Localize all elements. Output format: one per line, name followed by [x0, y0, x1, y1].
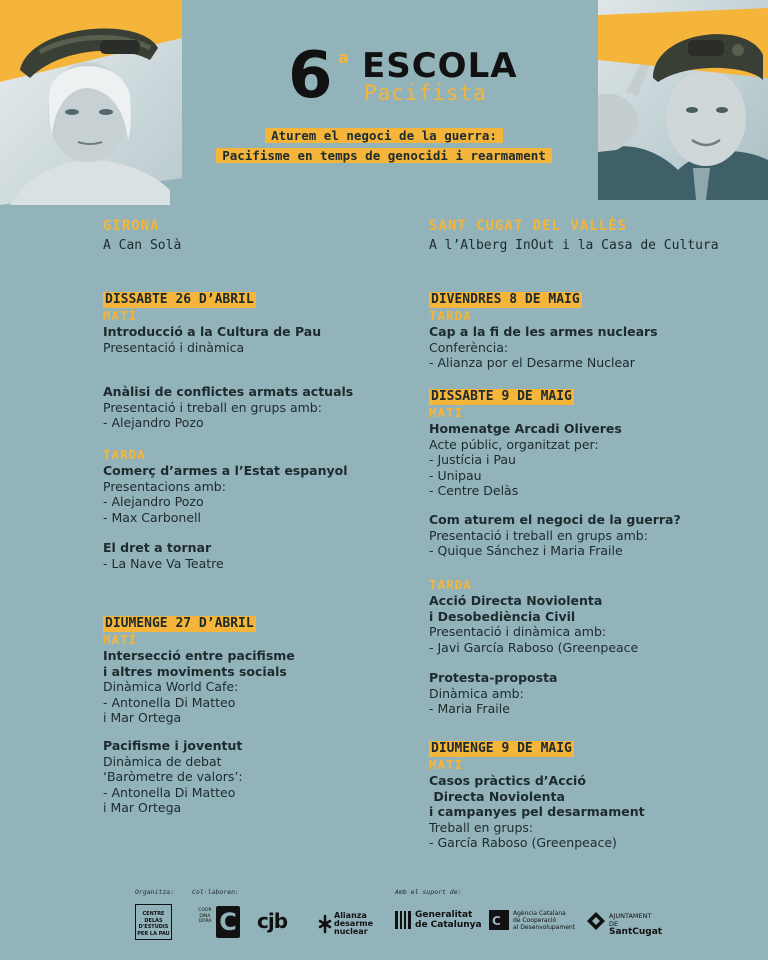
- tagline-text-2: Pacifisme en temps de genocidi i rearmament: [216, 148, 552, 163]
- activity-detail: i Mar Ortega: [103, 710, 182, 725]
- activity-detail: - La Nave Va Teatre: [103, 555, 224, 571]
- activity-detail: - Centre Delàs: [429, 483, 519, 498]
- slot-label-tarda: TARDA: [429, 577, 472, 592]
- sant-cugat-logo: [587, 912, 663, 937]
- activity-title: Anàlisi de conflictes armats actuals: [103, 384, 354, 399]
- activity-block: [103, 540, 403, 571]
- left-portrait-image: [0, 0, 182, 205]
- activity-detail: - Max Carbonell: [103, 509, 201, 525]
- activity-detail: Presentació i dinàmica amb:: [429, 624, 607, 639]
- svg-text:C: C: [492, 914, 501, 928]
- activity-detail: - Alejandro Pozo: [103, 415, 204, 430]
- city-heading-girona: GIRONA: [103, 218, 160, 234]
- tagline-line-1: [0, 127, 768, 144]
- centre-delas-text: PER LA PAU: [137, 930, 170, 937]
- event-title-word: ESCOLA: [362, 46, 518, 86]
- right-portrait-illustration: [598, 0, 768, 200]
- centre-delas-text: CENTRE DELÀS: [142, 911, 165, 924]
- generalitat-shield-icon: [395, 911, 411, 929]
- edition-number-superscript: a: [338, 48, 349, 67]
- city-heading-sant-cugat: SANT CUGAT DEL VALLÈS: [429, 218, 628, 234]
- activity-detail: - Quique Sánchez i Maria Fraile: [429, 543, 623, 558]
- coordinadora-text: DINA: [199, 913, 211, 919]
- activity-title: Com aturem el negoci de la guerra?: [429, 512, 681, 527]
- generalitat-logo: [395, 910, 485, 930]
- suport-label: Amb el suport de:: [395, 888, 462, 896]
- activity-title: Intersecció entre pacifisme: [103, 648, 295, 663]
- sant-cugat-emblem-icon: [587, 912, 605, 930]
- activity-block: [429, 670, 759, 717]
- activity-detail: - Unipau: [429, 467, 482, 483]
- agencia-catalana-logo: [489, 910, 579, 931]
- activity-title: Pacifisme i joventut: [103, 738, 243, 753]
- activity-detail: Dinàmica World Cafe:: [103, 679, 239, 694]
- activity-title: Acció Directa Noviolenta: [429, 593, 603, 608]
- slot-label-mati: MATÍ: [103, 308, 138, 323]
- activity-title: Directa Noviolenta: [429, 788, 565, 804]
- slot-label-mati: MATÍ: [429, 757, 464, 772]
- coordinadora-text: COOR: [198, 908, 212, 913]
- day-label: DISSABTE 26 D’ABRIL: [105, 292, 254, 307]
- day-label: DIVENDRES 8 DE MAIG: [431, 292, 580, 307]
- alianza-symbol-icon: [318, 914, 332, 934]
- activity-detail: i Mar Ortega: [103, 800, 182, 815]
- activity-title: i altres moviments socials: [103, 663, 287, 679]
- activity-title: El dret a tornar: [103, 540, 212, 555]
- event-subtitle: Pacifista: [364, 81, 487, 105]
- activity-detail: - Maria Fraile: [429, 701, 510, 716]
- activity-detail: - Antonella Di Matteo: [103, 784, 236, 800]
- activity-detail: - Alianza por el Desarme Nuclear: [429, 355, 635, 370]
- sant-cugat-text: SantCugat: [609, 927, 663, 937]
- day-label: DIUMENGE 27 D’ABRIL: [105, 616, 254, 631]
- venue-girona: A Can Solà: [103, 238, 182, 253]
- sant-cugat-text: AJUNTAMENT DE: [609, 912, 652, 928]
- activity-title: Casos pràctics d’Acció: [429, 773, 586, 788]
- day-label: DISSABTE 9 DE MAIG: [431, 389, 572, 404]
- cjb-logo: cjb: [257, 909, 288, 933]
- day-block-dissabte-9: [429, 385, 759, 499]
- activity-block: [103, 738, 403, 816]
- coordinadora-logo-mark: C: [216, 906, 240, 938]
- activity-detail: Presentació i treball en grups amb:: [103, 399, 322, 415]
- activity-detail: Dinàmica amb:: [429, 685, 524, 701]
- alianza-text: nuclear: [334, 927, 368, 936]
- slot-label-mati: MATÍ: [103, 632, 138, 647]
- day-label: DIUMENGE 9 DE MAIG: [431, 741, 572, 756]
- day-block-diumenge-27: [103, 612, 403, 726]
- activity-title: Introducció a la Cultura de Pau: [103, 324, 322, 339]
- right-portrait-image: [598, 0, 768, 200]
- activity-block: [429, 577, 759, 655]
- agencia-catalana-icon: [489, 910, 509, 930]
- generalitat-text: Generalitat: [415, 910, 473, 920]
- activity-detail: Presentacions amb:: [103, 478, 226, 494]
- activity-detail: Conferència:: [429, 339, 509, 355]
- activity-detail: Presentació i treball en grups amb:: [429, 527, 648, 543]
- agencia-text: al Desenvolupament: [513, 924, 576, 931]
- venue-sant-cugat: A l’Alberg InOut i la Casa de Cultura: [429, 238, 719, 253]
- activity-detail: - Antonella Di Matteo: [103, 694, 236, 710]
- tagline-line-2: [0, 147, 768, 164]
- activity-title: i campanyes pel desarmament: [429, 804, 645, 819]
- sponsors-footer: [0, 880, 768, 960]
- tagline-text-1: Aturem el negoci de la guerra:: [265, 128, 503, 143]
- activity-title: Homenatge Arcadi Oliveres: [429, 421, 622, 436]
- coordinadora-logo-text: [197, 908, 213, 925]
- activity-detail: - Javi García Raboso (Greenpeace: [429, 639, 639, 655]
- activity-title: Cap a la fi de les armes nuclears: [429, 324, 658, 339]
- slot-label-tarda: TARDA: [429, 308, 472, 323]
- event-title: [288, 40, 528, 112]
- coordinadora-text: DORA: [198, 919, 212, 924]
- day-block-diumenge-9: [429, 737, 759, 851]
- agencia-text: de Cooperació: [513, 917, 557, 924]
- activity-detail: - Alejandro Pozo: [103, 494, 204, 509]
- agencia-text: Agència Catalana: [513, 910, 566, 917]
- day-block-dissabte-26: [103, 288, 403, 355]
- activity-title: Comerç d’armes a l’Estat espanyol: [103, 463, 348, 478]
- activity-detail: Dinàmica de debat: [103, 753, 222, 769]
- left-portrait-illustration: [0, 0, 182, 205]
- activity-detail: Presentació i dinàmica: [103, 339, 245, 355]
- centre-delas-text: D'ESTUDIS: [138, 924, 169, 930]
- alianza-text: Alianza: [334, 911, 367, 920]
- slot-label-tarda: TARDA: [103, 447, 146, 462]
- generalitat-text: de Catalunya: [415, 920, 482, 930]
- activity-title: i Desobediència Civil: [429, 608, 576, 624]
- activity-detail: - García Raboso (Greenpeace): [429, 835, 617, 850]
- alianza-text: desarme: [334, 919, 374, 928]
- activity-block: [103, 447, 403, 525]
- slot-label-mati: MATÍ: [429, 405, 464, 420]
- organitza-label: Organitza:: [135, 888, 175, 896]
- centre-delas-logo: [135, 904, 172, 940]
- collaboren-label: Col·laboren:: [192, 888, 239, 896]
- alianza-logo: [318, 912, 378, 936]
- activity-detail: Acte públic, organitzat per:: [429, 436, 599, 452]
- activity-detail: Treball en grups:: [429, 819, 534, 835]
- edition-number: 6: [288, 39, 333, 113]
- activity-detail: ‘Baròmetre de valors’:: [103, 769, 243, 784]
- activity-title: Protesta-proposta: [429, 670, 558, 685]
- activity-block: [103, 384, 403, 431]
- day-block-divendres-8: [429, 288, 759, 371]
- activity-detail: - Justícia i Pau: [429, 452, 516, 467]
- activity-block: [429, 512, 759, 559]
